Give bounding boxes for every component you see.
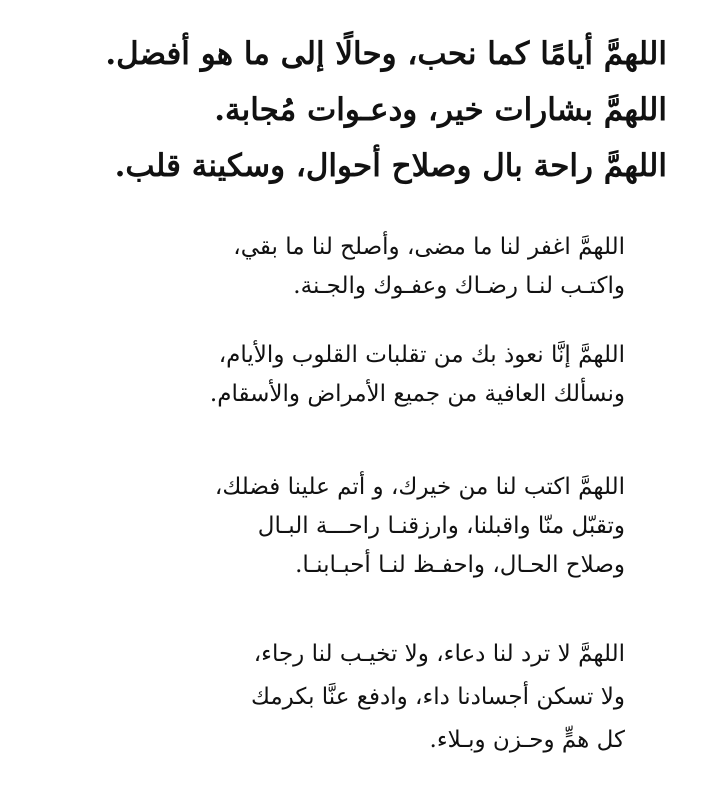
stanza-line: ولا تسكن أجسادنا داء، وادفع عنَّا بكرمك [250,684,625,710]
stanza-4 [251,633,625,762]
stanza-line: اللهمَّ لا ترد لنا دعاء، ولا تخيـب لنا رجاء، [253,641,625,667]
stanza-line: كل همٍّ وحـزن وبـلاء. [429,727,625,753]
stanza-line: ونسألك العافية من جميع الأمراض والأسقام. [209,381,625,407]
header-supplications [47,26,667,194]
stanza-3 [215,468,625,585]
stanza-line: اللهمَّ اكتب لنا من خيرك، و أتم علينا فضلك، [214,474,625,500]
header-line: اللهمَّ أيامًا كما نحب، وحالًا إلى ما هو أفضل. [105,36,667,72]
stanza-1 [233,228,625,306]
stanza-line: وتقبّل منّا واقبلنا، وارزقنـا راحـــة البـال [257,513,625,539]
stanza-line: واكتـب لنـا رضـاك وعفـوك والجـنة. [293,273,625,299]
header-line: اللهمَّ بشارات خير، ودعـوات مُجابة. [214,92,667,128]
stanza-2 [210,336,625,414]
stanza-line: اللهمَّ إنَّا نعوذ بك من تقلبات القلوب والأيام، [218,342,625,368]
stanza-line: اللهمَّ اغفر لنا ما مضى، وأصلح لنا ما بقي، [233,234,625,260]
stanza-line: وصلاح الحـال، واحفـظ لنـا أحبـابنـا. [295,552,625,578]
header-line: اللهمَّ راحة بال وصلاح أحوال، وسكينة قلب. [114,148,667,184]
